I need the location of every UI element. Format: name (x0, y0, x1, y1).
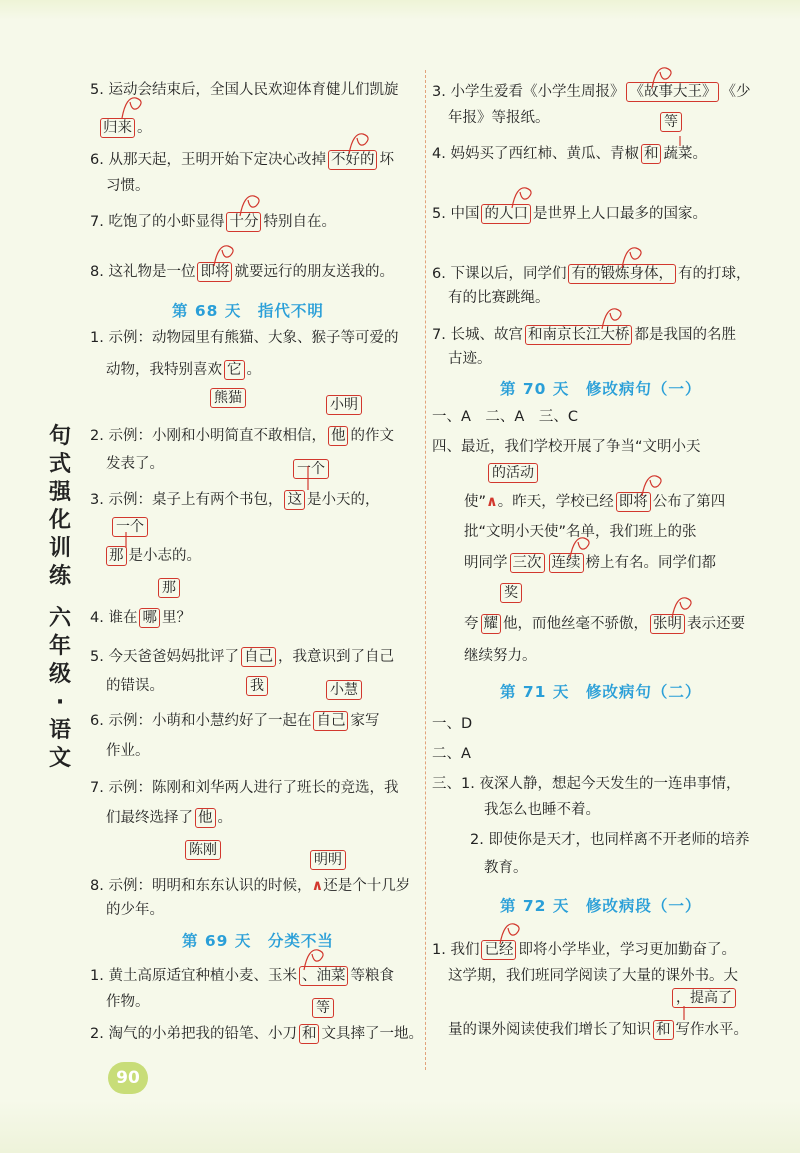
deletion-box: 哪 (139, 608, 160, 628)
correction-box: 一个 (112, 517, 148, 537)
deletion-box: 即将 (616, 492, 651, 512)
deletion-box: 和南京长江大桥 (525, 325, 633, 345)
deletion-mark-icon (668, 592, 698, 620)
answer-line: 夸 耀 他，而他丝毫不骄傲， 张明 表示还要 (464, 616, 745, 632)
deletion-mark-icon (638, 470, 668, 498)
answer-line: 继续努力。 (464, 648, 537, 664)
page-number-badge: 90 (108, 1062, 148, 1094)
deletion-mark-icon (210, 240, 240, 268)
deletion-box: 已经 (481, 940, 516, 960)
answer-line: 教育。 (484, 860, 528, 876)
answer-line: 我怎么也睡不着。 (484, 802, 600, 818)
correction-box: 熊猫 (210, 388, 246, 408)
section-heading-day-68: 第 68 天 指代不明 (172, 302, 324, 320)
insertion-caret: ∧ (311, 878, 324, 894)
answer-line: 古迹。 (448, 351, 492, 367)
section-heading-day-70: 第 70 天 修改病句（一） (500, 380, 702, 398)
deletion-box: 他 (328, 426, 349, 446)
section-heading-day-72: 第 72 天 修改病段（一） (500, 897, 702, 915)
answer-line: 8. 这礼物是一位 即将 就要远行的朋友送我的。 (90, 264, 394, 280)
deletion-mark-icon (236, 190, 266, 218)
deletion-box: 有的锻炼身体， (568, 264, 676, 284)
deletion-box: 自己 (241, 647, 276, 667)
answer-line: 2. 淘气的小弟把我的铅笔、小刀 和 文具摔了一地。 (90, 1026, 423, 1042)
correction-box: 一个 (293, 459, 329, 479)
answer-line: 一、A 二、A 三、C (432, 409, 578, 425)
answer-line: 明同学 三次 连续 榜上有名。同学们都 (464, 555, 716, 571)
answer-line: 7. 示例：陈刚和刘华两人进行了班长的竞选，我 (90, 780, 399, 796)
deletion-box: 即将 (197, 262, 232, 282)
section-heading-day-71: 第 71 天 修改病句（二） (500, 683, 702, 701)
answer-line: 7. 吃饱了的小虾显得 十分 特别自在。 (90, 214, 336, 230)
deletion-mark-icon (508, 182, 538, 210)
answer-line: 5. 运动会结束后，全国人民欢迎体育健儿们凯旋 (90, 82, 399, 98)
correction-box: 等 (312, 998, 334, 1018)
deletion-box: 三次 (510, 553, 545, 573)
answer-line: 习惯。 (106, 178, 150, 194)
answer-line: 的错误。 (106, 678, 164, 694)
answer-line: 有的比赛跳绳。 (448, 290, 550, 306)
deletion-box: 它 (224, 360, 245, 380)
deletion-box: 和 (653, 1020, 674, 1040)
answer-line: 一、D (432, 716, 473, 732)
deletion-mark-icon (618, 242, 648, 270)
deletion-mark-icon (300, 944, 330, 972)
deletion-mark-icon (118, 92, 148, 120)
answer-line: 6. 从那天起，王明开始下定决心改掉 不好的 坏 (90, 152, 394, 168)
answer-line: 1. 示例：动物园里有熊猫、大象、猴子等可爱的 (90, 330, 399, 346)
deletion-box: 《故事大王》 (626, 82, 719, 102)
arrow-mark-icon (670, 136, 690, 148)
answer-line: 2. 示例：小刚和小明简直不敢相信， 他 的作文 (90, 428, 394, 444)
deletion-box: 、油菜 (299, 966, 349, 986)
arrow-mark-icon (298, 466, 318, 492)
page-top-band (0, 0, 800, 20)
page-bottom-band (0, 1100, 800, 1153)
answer-line: 这学期，我们班同学阅读了大量的课外书。大 (448, 968, 738, 984)
answer-line: 四、最近，我们学校开展了争当“文明小天 (432, 439, 701, 455)
answer-line: 作物。 (106, 994, 150, 1010)
answer-line: 批“文明小天使”名单，我们班上的张 (464, 524, 697, 540)
deletion-box: 张明 (650, 614, 685, 634)
deletion-box: 归来 (100, 118, 135, 138)
answer-line: 4. 谁在 哪 里？ (90, 610, 191, 626)
deletion-mark-icon (566, 532, 596, 560)
answer-line: 3. 示例：桌子上有两个书包， 这 是小天的， (90, 492, 380, 508)
answer-line: 年报》等报纸。 (448, 110, 550, 126)
answer-line: 二、A (432, 746, 471, 762)
answer-line: 4. 妈妈买了西红柿、黄瓜、青椒 和 蔬菜。 (432, 146, 707, 162)
deletion-box: 不好的 (328, 150, 378, 170)
column-divider (425, 70, 426, 1070)
deletion-box: 耀 (481, 614, 502, 634)
arrow-mark-icon (674, 1006, 694, 1022)
answer-line: 量的课外阅读使我们增长了知识 和 写作水平。 (448, 1022, 748, 1038)
answer-line: 6. 下课以后，同学们 有的锻炼身体， 有的打球， (432, 266, 751, 282)
answer-line: 5. 今天爸爸妈妈批评了 自己 ，我意识到了自己 (90, 649, 394, 665)
answer-line: 作业。 (106, 743, 150, 759)
deletion-mark-icon (648, 62, 678, 90)
correction-box: 明明 (310, 850, 346, 870)
answer-line: 发表了。 (106, 456, 164, 472)
answer-line: 那 是小志的。 (104, 546, 201, 566)
deletion-box: 连续 (549, 553, 584, 573)
correction-box: ，提高了 (672, 988, 736, 1008)
deletion-box: 的人口 (481, 204, 531, 224)
deletion-box: 那 (106, 546, 127, 566)
answer-line: 归来 。 (98, 118, 152, 138)
correction-box: 陈刚 (185, 840, 221, 860)
answer-line: 2. 即使你是天才，也同样离不开老师的培养 (470, 832, 750, 848)
answer-line: 1. 黄土高原适宜种植小麦、玉米 、油菜 等粮食 (90, 968, 394, 984)
correction-box: 等 (660, 112, 682, 132)
deletion-mark-icon (345, 128, 375, 156)
answer-line: 6. 示例：小萌和小慧约好了一起在 自己 家写 (90, 713, 380, 729)
answer-line: 使”∧。昨天，学校已经 即将 公布了第四 (464, 494, 726, 510)
section-heading-day-69: 第 69 天 分类不当 (182, 932, 334, 950)
deletion-box: 他 (195, 808, 216, 828)
answer-line: 1. 我们 已经 即将小学毕业，学习更加勤奋了。 (432, 942, 736, 958)
answer-line: 们最终选择了 他 。 (106, 810, 232, 826)
correction-box: 小慧 (326, 680, 362, 700)
correction-box: 小明 (326, 395, 362, 415)
correction-box: 奖 (500, 583, 522, 603)
answer-line: 3. 小学生爱看《小学生周报》 《故事大王》 《少 (432, 84, 751, 100)
deletion-box: 和 (299, 1024, 320, 1044)
deletion-mark-icon (598, 303, 628, 331)
correction-box: 那 (158, 578, 180, 598)
answer-line: 动物，我特别喜欢 它 。 (106, 362, 261, 378)
side-title: 句 式 强 化 训 练 六 年 级 · 语 文 (48, 424, 71, 771)
deletion-box: 自己 (313, 711, 348, 731)
deletion-box: 这 (284, 490, 305, 510)
answer-line: 三、1. 夜深人静，想起今天发生的一连串事情， (432, 776, 741, 792)
deletion-box: 和 (641, 144, 662, 164)
insertion-caret: ∧ (486, 494, 498, 510)
deletion-box: 十分 (226, 212, 261, 232)
arrow-mark-icon (116, 532, 136, 550)
answer-line: 7. 长城、故宫 和南京长江大桥 都是我国的名胜 (432, 327, 736, 343)
answer-line: 5. 中国 的人口 是世界上人口最多的国家。 (432, 206, 707, 222)
deletion-mark-icon (496, 918, 526, 946)
correction-box: 的活动 (488, 463, 538, 483)
answer-line: 的少年。 (106, 902, 164, 918)
answer-line: 8. 示例：明明和东东认识的时候，∧还是个十几岁 (90, 878, 411, 894)
correction-box: 我 (246, 676, 268, 696)
